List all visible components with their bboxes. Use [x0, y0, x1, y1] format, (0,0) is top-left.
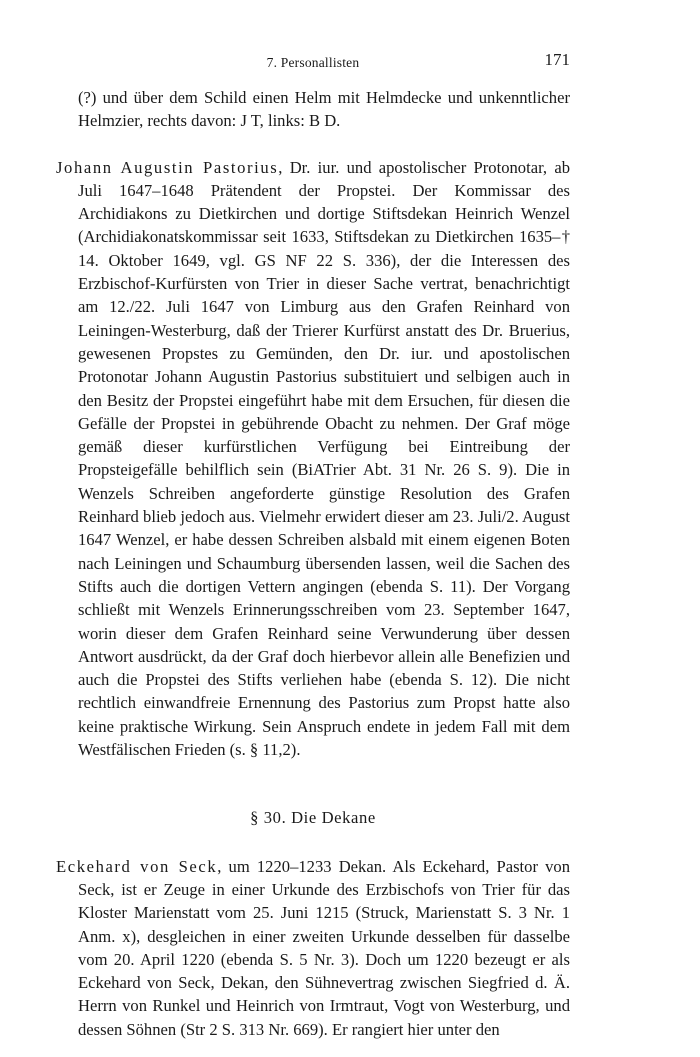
paragraph-continuation: (?) und über dem Schild einen Helm mit Helmdecke und unkenntlicher Helmzier, rechts davon: J T, links: B D. — [78, 88, 570, 131]
entry-name: Johann Augustin Pastorius — [56, 157, 279, 177]
running-head-title: 7. Personallisten — [266, 55, 360, 70]
entry-pastorius — [56, 156, 570, 762]
section-heading — [56, 806, 570, 829]
section-number: § 30. — [250, 808, 287, 828]
running-head — [56, 50, 570, 74]
entry-name: Eckehard von Seck — [56, 856, 218, 876]
entry-eckehard — [56, 855, 570, 1041]
section-title-text: Die Dekane — [291, 808, 376, 828]
body-text — [56, 86, 570, 1041]
page-number: 171 — [544, 50, 570, 69]
entry-text: , um 1220–1233 Dekan. Als Eckehard, Pastor von Seck, ist er Zeuge in einer Urkunde des Erzbischofs von Trier für das Kloster Marienstatt vom 25. Juni 1215 (Struck, Marienstatt S. 3 Nr. 1 Anm. x), desgleichen in einer zweiten Urkunde desselben für dasselbe vom 20. April 1220 (ebenda S. 5 Nr. 3). Doch um 1220 bezeugt er als Eckehard von Seck, Dekan, den Sühnevertrag zwischen Siegfried d. Ä. Herrn von Runkel und Heinrich von Irmtraut, Vogt von Westerburg, und dessen Söhnen (Str 2 S. 313 Nr. 669). Er rangiert hier unter den — [78, 856, 570, 1039]
entry-text: , Dr. iur. und apostolischer Protonotar, ab Juli 1647–1648 Prätendent der Propstei. Der Kommissar des Archidiakons zu Dietkirchen und dortige Stiftsdekan Heinrich Wenzel (Archidiakonatskommissar seit 1633, Stiftsdekan zu Dietkirchen 1635–† 14. Oktober 1649, vgl. GS NF 22 S. 336), der die Interessen des Erzbischof-Kurfürsten von Trier in dieser Sache vertrat, benachrichtigt am 12./22. Juli 1647 von Limburg aus den Grafen Reinhard von Leiningen-Westerburg, daß der Trierer Kurfürst anstatt des Dr. Bruerius, gewesenen Propstes zu Gemünden, den Dr. iur. und apostolischen Protonotar Johann Augustin Pastorius substituiert und selbigen auch in den Besitz der Propstei eingeführt habe mit dem Ersuchen, für diesen die Gefälle der Propstei in gebührende Obacht zu nehmen. Der Graf möge gemäß dieser kurfürstlichen Verfügung bei Eintreibung der Propsteigefälle behilflich sein (BiATrier Abt. 31 Nr. 26 S. 9). Die in Wenzels Schreiben angeforderte günstige Resolution des Grafen Reinhard blieb jedoch aus. Vielmehr erwidert dieser am 23. Juli/2. August 1647 Wenzel, er habe dessen Schreiben alsbald mit einem eigenen Boten nach Leiningen und Schaumburg übersenden lassen, weil die Sachen des Stifts auch die dortigen Vettern angingen (ebenda S. 11). Der Vorgang schließt mit Wenzels Erinnerungsschreiben vom 23. September 1647, worin dieser dem Grafen Reinhard seine Verwunderung über dessen Antwort ausdrückt, da der Graf doch hierbevor allein alle Benefizien und auch die Propstei des Stifts verliehen habe (ebenda S. 12). Die nicht rechtlich einwandfreie Ernennung des Pastorius zum Propst hatte also keine praktische Wirkung. Sein Anspruch endete in jedem Fall mit dem Westfälischen Frieden (s. § 11,2). — [78, 157, 570, 760]
